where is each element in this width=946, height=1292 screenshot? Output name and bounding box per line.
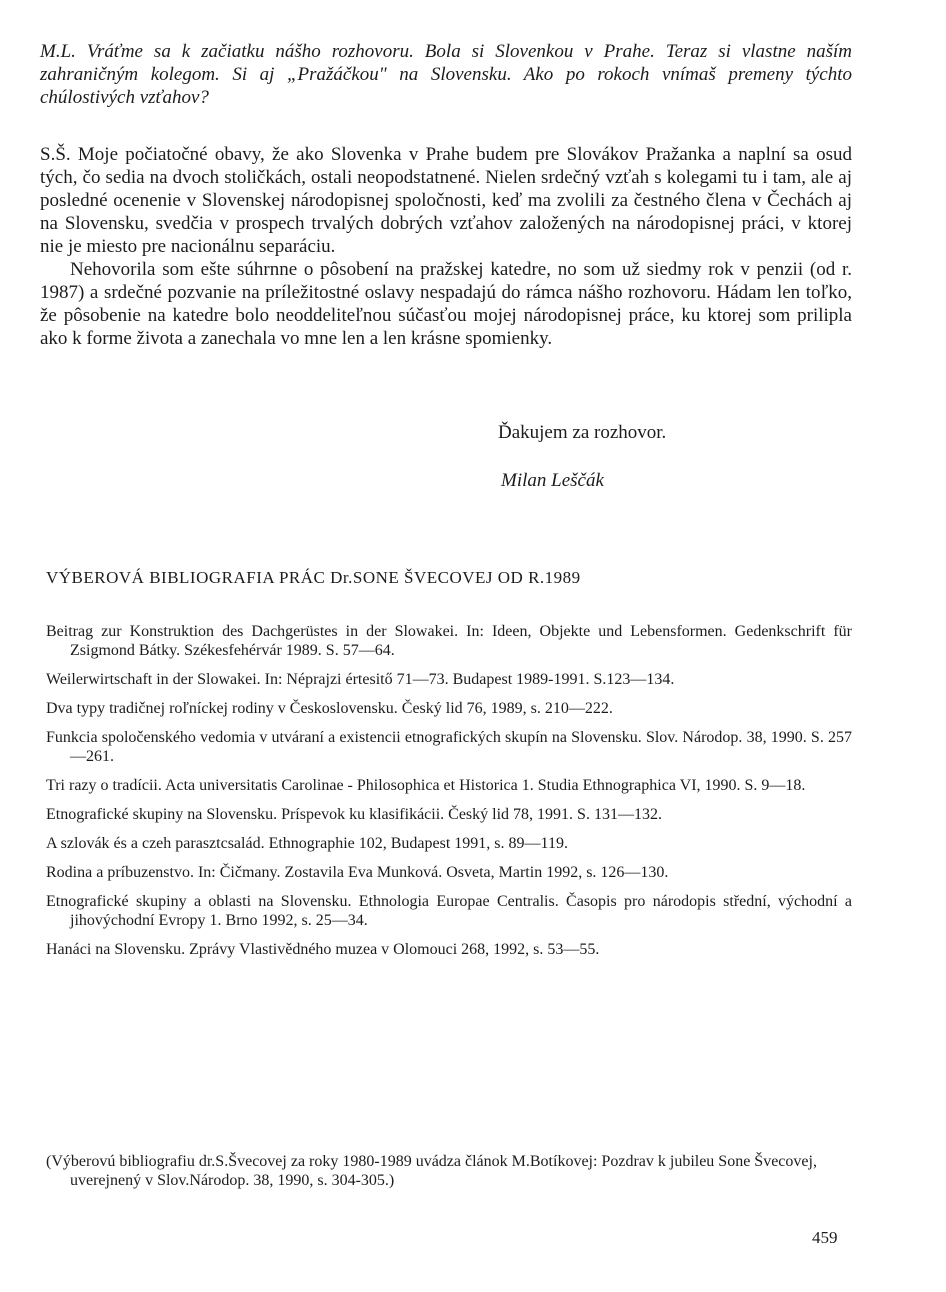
bibliography-entry: Dva typy tradičnej roľníckej rodiny v Československu. Český lid 76, 1989, s. 210—222. [46,700,613,717]
bibliography-entry: Weilerwirtschaft in der Slowakei. In: Néprajzi értesitő 71—73. Budapest 1989-1991. S.123—134. [46,671,675,688]
interview-answer [40,143,852,350]
page-body [40,40,852,1247]
bibliography-entry: Etnografické skupiny na Slovensku. Príspevok ku klasifikácii. Český lid 78, 1991. S. 131—132. [46,806,662,823]
bibliography-heading: VÝBEROVÁ BIBLIOGRAFIA PRÁC Dr.SONE ŠVECOVEJ OD R.1989 [46,568,581,587]
bibliography-note: (Výberovú bibliografiu dr.S.Švecovej za roky 1980-1989 uvádza článok M.Botíkovej: Pozdrav k jubileu Sone Švecovej, uverejnený v Slov.Národop. 38, 1990, s. 304-305.) [46,1153,817,1189]
answer-paragraph-2: Nehovorila som ešte súhrnne o pôsobení na pražskej katedre, no som už siedmy rok v penzii (od r. 1987) a srdečné pozvanie na príležitostné oslavy nespadajú do rámca nášho rozhovoru. Hádam len toľko, že pôsobenie na katedre bolo neoddeliteľnou súčasťou mojej národopisnej práce, ku ktorej som prilipla ako k forme života a zanechala vo mne len a len krásne spomienky. [40,259,852,349]
interview-question: M.L. Vráťme sa k začiatku nášho rozhovoru. Bola si Slovenkou v Prahe. Teraz si vlastne naším zahraničným kolegom. Si aj „Pražáčkou" na Slovensku. Ako po rokoch vnímaš premeny týchto chúlostivých vzťahov? [40,41,852,108]
bibliography-list [46,622,852,969]
closing-thanks: Ďakujem za rozhovor. [498,422,667,443]
answer-paragraph-1: S.Š. Moje počiatočné obavy, že ako Slovenka v Prahe budem pre Slovákov Pražanka a naplní sa osud tých, čo sedia na dvoch stoličkách, ostali neopodstatnené. Nielen srdečný vzťah s kolegami tu i tam, ale aj posledné ocenenie v Slovenskej národopisnej spoločnosti, keď ma zvolili za čestného člena v Čechách aj na Slovensku, svedčia v prospech trvalých dobrých vzťahov založených na národopisnej práci, v ktorej nie je miesto pre nacionálnu separáciu. [40,144,852,257]
bibliography-entry: Rodina a príbuzenstvo. In: Čičmany. Zostavila Eva Munková. Osveta, Martin 1992, s. 126—130. [46,864,669,881]
bibliography-entry: Hanáci na Slovensku. Zprávy Vlastivědného muzea v Olomouci 268, 1992, s. 53—55. [46,941,600,958]
interviewer-signature: Milan Leščák [501,470,604,491]
bibliography-entry: A szlovák és a czeh parasztcsalád. Ethnographie 102, Budapest 1991, s. 89—119. [46,835,568,852]
bibliography-entry: Funkcia spoločenského vedomia v utváraní a existencii etnografických skupín na Slovensku. Slov. Národop. 38, 1990. S. 257—261. [46,729,852,765]
page-number: 459 [812,1228,838,1247]
bibliography-entry: Etnografické skupiny a oblasti na Slovensku. Ethnologia Europae Centralis. Časopis pro národopis střední, východní a jihovýchodní Evropy 1. Brno 1992, s. 25—34. [46,893,852,929]
bibliography-entry: Beitrag zur Konstruktion des Dachgerüstes in der Slowakei. In: Ideen, Objekte und Lebensformen. Gedenkschrift für Zsigmond Bátky. Székesfehérvár 1989. S. 57—64. [46,623,852,659]
bibliography-entry: Tri razy o tradícii. Acta universitatis Carolinae - Philosophica et Historica 1. Studia Ethnographica VI, 1990. S. 9—18. [46,777,806,794]
